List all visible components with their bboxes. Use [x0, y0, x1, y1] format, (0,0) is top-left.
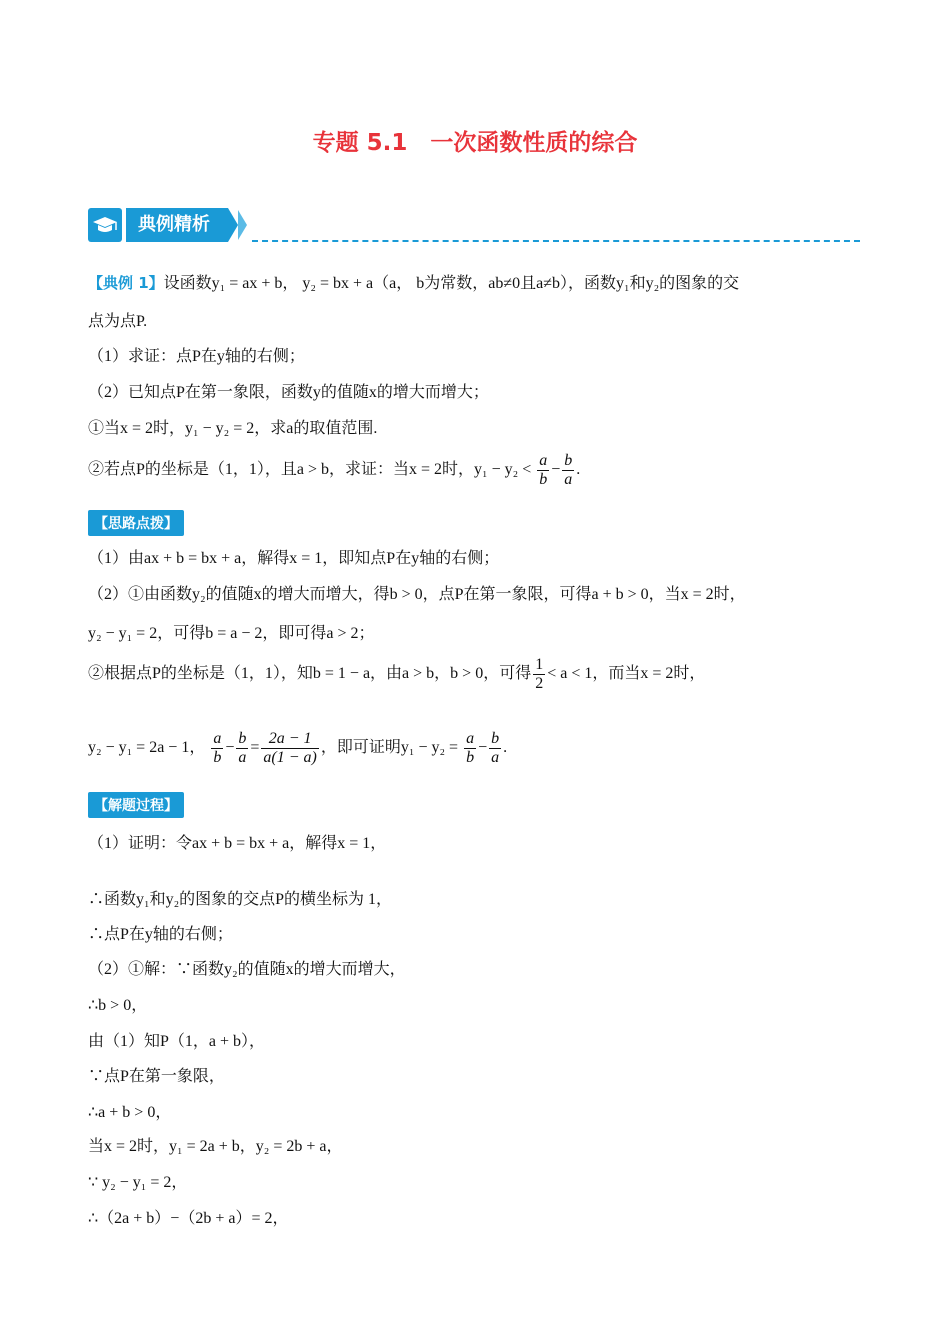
- period: .: [503, 739, 508, 757]
- solution-line-10: ∵ y₂ − y₁ = 2，: [88, 1174, 188, 1191]
- hint-line-2: （2）①由函数y₂的值随x的增大而增大，得b > 0，点P在第一象限，可得a + b > 0，当x = 2时，: [88, 586, 746, 603]
- hint-line-4: [88, 656, 705, 693]
- example-line-1: [88, 270, 739, 293]
- fraction-b-over-a: $\frac{b}{a}$: [491, 730, 500, 766]
- example-tag: 【典例 1】: [88, 274, 164, 292]
- question-2a: ①当x = 2时，y₁ − y₂ = 2，求a的取值范围.: [88, 420, 378, 437]
- fraction-b-over-a: $\frac{b}{a}$: [238, 730, 247, 766]
- hint-5-text: y₂ − y₁ = 2a − 1，: [88, 739, 206, 757]
- example-text: 设函数y₁ = ax + b， y₂ = bx + a（a， b为常数，ab≠0且a≠b），函数y₁和y₂的图象的交: [163, 275, 740, 292]
- period: .: [576, 461, 581, 479]
- solution-line-4: （2）①解：∵函数y₂的值随x的增大而增大，: [88, 961, 406, 978]
- example-line-2: 点为点P.: [88, 313, 148, 330]
- question-2b-text: ②若点P的坐标是（1，1），且a > b，求证：当x = 2时，y₁ − y₂ <: [88, 461, 532, 479]
- hint-line-5: [88, 730, 507, 767]
- equals-sign: =: [250, 739, 260, 757]
- solution-line-9: 当x = 2时，y₁ = 2a + b，y₂ = 2b + a，: [88, 1138, 343, 1155]
- minus-sign: −: [225, 739, 235, 757]
- solution-line-3: ∴点P在y轴的右侧；: [88, 926, 233, 943]
- graduation-cap-icon: [88, 208, 122, 242]
- solution-line-1: （1）证明：令ax + b = bx + a，解得x = 1，: [88, 835, 387, 852]
- divider: [252, 240, 860, 242]
- solution-line-11: ∴（2a + b）−（2b + a）= 2，: [88, 1210, 289, 1227]
- hint-4-text: ②根据点P的坐标是（1，1），知b = 1 − a，由a > b，b > 0，可得: [88, 665, 532, 683]
- chevron-right-icon: [238, 210, 247, 240]
- solution-line-2: ∴函数y₁和y₂的图象的交点P的横坐标为 1，: [88, 891, 393, 908]
- solution-tag: 【解题过程】: [88, 792, 184, 818]
- chevron-right-icon: [228, 208, 238, 242]
- page-title: 专题 5.1 一次函数性质的综合: [312, 130, 638, 156]
- minus-sign: −: [478, 739, 488, 757]
- question-2b: [88, 452, 580, 489]
- question-1: （1）求证：点P在y轴的右侧；: [88, 348, 305, 365]
- fraction-b-over-a: $\frac{b}{a}$: [564, 452, 573, 488]
- hint-4-post: < a < 1，而当x = 2时，: [547, 665, 706, 683]
- minus-sign: −: [551, 461, 561, 479]
- hint-line-3: y₂ − y₁ = 2，可得b = a − 2，即可得a > 2；: [88, 625, 375, 642]
- fraction-2a-1: $\frac{2a - 1}{a(1 - a)}$: [263, 730, 317, 766]
- hint-5-mid: ，即可证明y₁ − y₂ =: [320, 739, 459, 757]
- question-2: （2）已知点P在第一象限，函数y的值随x的增大而增大；: [88, 384, 489, 401]
- solution-line-6: 由（1）知P（1，a + b），: [88, 1033, 266, 1050]
- fraction-a-over-b: $\frac{a}{b}$: [539, 452, 548, 488]
- solution-line-5: ∴b > 0，: [88, 997, 148, 1014]
- fraction-a-over-b: $\frac{a}{b}$: [213, 730, 222, 766]
- hint-line-1: （1）由ax + b = bx + a，解得x = 1，即知点P在y轴的右侧；: [88, 550, 500, 567]
- solution-line-7: ∵点P在第一象限，: [88, 1068, 225, 1085]
- hint-tag: 【思路点拨】: [88, 510, 184, 536]
- fraction-one-half: $\frac{1}{2}$: [535, 656, 544, 692]
- solution-line-8: ∴a + b > 0，: [88, 1104, 172, 1121]
- section-label: 典例精析: [126, 208, 228, 242]
- fraction-a-over-b: $\frac{a}{b}$: [466, 730, 475, 766]
